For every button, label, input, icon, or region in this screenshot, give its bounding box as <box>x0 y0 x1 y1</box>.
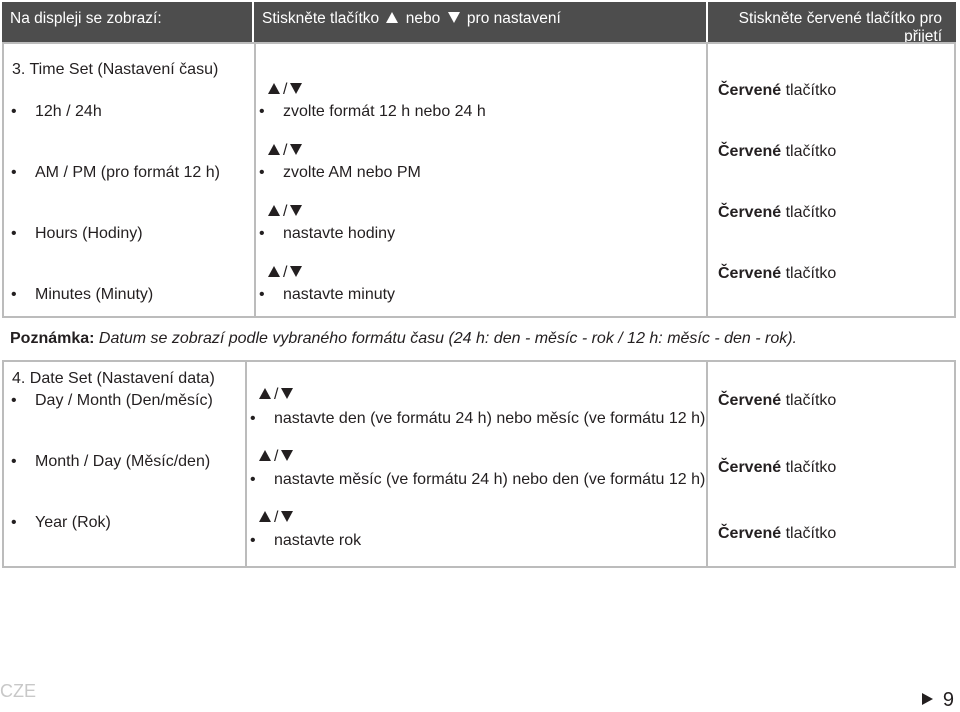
down-arrow-icon <box>290 266 302 277</box>
column-divider <box>706 42 708 318</box>
list-item: • 12h / 24h <box>35 102 102 122</box>
action-text: • zvolte formát 12 h nebo 24 h <box>283 102 486 122</box>
up-arrow-icon <box>268 266 280 277</box>
header-or-text: nebo <box>405 10 441 27</box>
section-title-date: 4. Date Set (Nastavení data) <box>12 370 215 387</box>
note-label: Poznámka: <box>10 330 95 347</box>
confirm-text <box>718 203 836 223</box>
arrow-separator: / <box>283 264 288 281</box>
down-arrow-icon <box>290 205 302 216</box>
arrow-keys <box>265 202 305 222</box>
down-arrow-icon <box>290 144 302 155</box>
up-arrow-icon <box>268 144 280 155</box>
column-divider <box>706 360 708 568</box>
arrow-separator: / <box>274 509 279 526</box>
arrow-separator: / <box>274 386 279 403</box>
header-press-text: Stiskněte tlačítko <box>262 10 380 27</box>
confirm-rest: tlačítko <box>781 525 837 542</box>
next-page-icon <box>922 693 933 705</box>
confirm-rest: tlačítko <box>781 204 837 221</box>
arrow-keys <box>256 508 296 528</box>
list-item: • Year (Rok) <box>35 513 111 533</box>
confirm-bold: Červené <box>718 143 782 160</box>
confirm-bold: Červené <box>718 459 782 476</box>
confirm-text <box>718 524 836 544</box>
arrow-keys <box>256 385 296 405</box>
up-arrow-icon <box>259 511 271 522</box>
confirm-rest: tlačítko <box>781 265 837 282</box>
header-display-col: Na displeji se zobrazí: <box>2 2 254 42</box>
confirm-text <box>718 142 836 162</box>
action-text: • nastavte rok <box>274 531 361 551</box>
up-arrow-icon <box>259 388 271 399</box>
confirm-text <box>718 264 836 284</box>
confirm-bold: Červené <box>718 82 782 99</box>
confirm-bold: Červené <box>718 392 782 409</box>
action-text: • nastavte den (ve formátu 24 h) nebo měsíc (ve formátu 12 h) <box>274 409 705 429</box>
confirm-bold: Červené <box>718 265 782 282</box>
confirm-text <box>718 81 836 101</box>
arrow-keys <box>265 141 305 161</box>
language-tag: CZE <box>0 681 36 701</box>
note-text: Datum se zobrazí podle vybraného formátu času (24 h: den - měsíc - rok / 12 h: měsíc - den - rok). <box>98 330 797 347</box>
confirm-text <box>718 458 836 478</box>
down-arrow-icon <box>448 12 460 23</box>
action-text: • nastavte měsíc (ve formátu 24 h) nebo den (ve formátu 12 h) <box>274 470 705 490</box>
confirm-bold: Červené <box>718 204 782 221</box>
arrow-keys <box>256 447 296 467</box>
up-arrow-icon <box>259 450 271 461</box>
arrow-separator: / <box>283 142 288 159</box>
arrow-separator: / <box>274 448 279 465</box>
list-item: • Hours (Hodiny) <box>35 224 143 244</box>
confirm-rest: tlačítko <box>781 143 837 160</box>
table-header <box>2 2 956 45</box>
list-item: • Day / Month (Den/měsíc) <box>35 391 213 411</box>
page-number-text: 9 <box>942 689 954 711</box>
up-arrow-icon <box>268 205 280 216</box>
up-arrow-icon <box>268 83 280 94</box>
note <box>10 329 797 349</box>
header-press-col <box>254 2 708 42</box>
confirm-text <box>718 391 836 411</box>
section-title-time: 3. Time Set (Nastavení času) <box>12 61 219 78</box>
header-confirm-col: Stiskněte červené tlačítko pro přijetí <box>738 10 942 45</box>
confirm-rest: tlačítko <box>781 82 837 99</box>
page-number <box>922 690 954 710</box>
arrow-separator: / <box>283 81 288 98</box>
list-item: • Month / Day (Měsíc/den) <box>35 452 210 472</box>
action-text: • zvolte AM nebo PM <box>283 163 421 183</box>
list-item: • Minutes (Minuty) <box>35 285 153 305</box>
confirm-bold: Červené <box>718 525 782 542</box>
down-arrow-icon <box>281 511 293 522</box>
confirm-rest: tlačítko <box>781 392 837 409</box>
arrow-separator: / <box>283 203 288 220</box>
down-arrow-icon <box>281 450 293 461</box>
arrow-keys <box>265 263 305 283</box>
confirm-rest: tlačítko <box>781 459 837 476</box>
list-item: • AM / PM (pro formát 12 h) <box>35 163 220 183</box>
arrow-keys <box>265 80 305 100</box>
header-set-text: pro nastavení <box>466 10 561 27</box>
action-text: • nastavte minuty <box>283 285 395 305</box>
down-arrow-icon <box>290 83 302 94</box>
action-text: • nastavte hodiny <box>283 224 395 244</box>
column-divider <box>245 360 247 568</box>
column-divider <box>254 42 256 318</box>
down-arrow-icon <box>281 388 293 399</box>
up-arrow-icon <box>386 12 398 23</box>
